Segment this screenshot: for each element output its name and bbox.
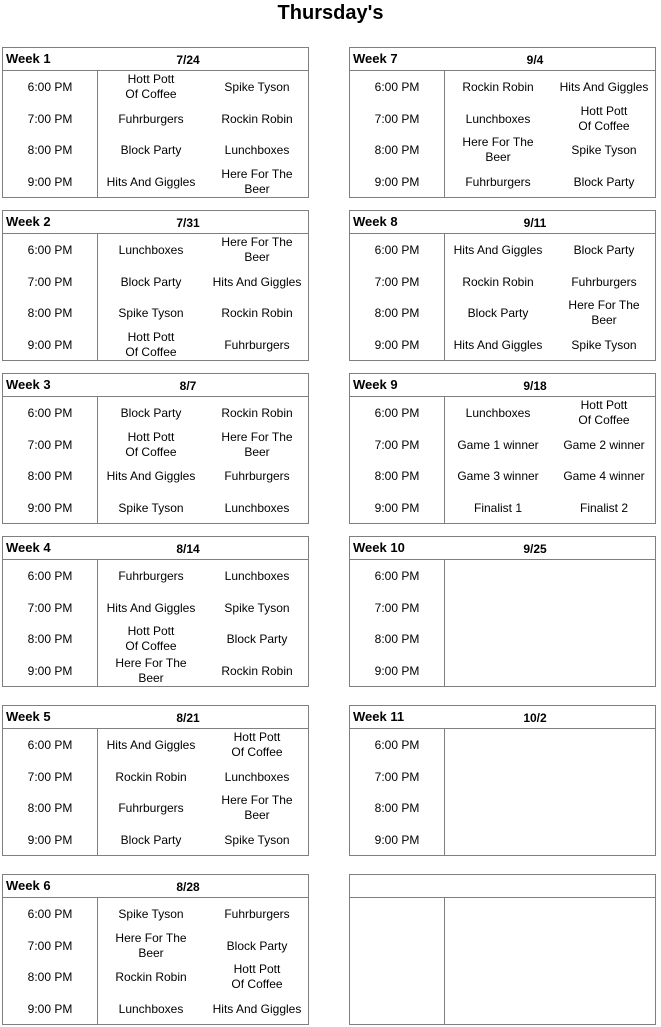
away-team: Lunchboxes: [224, 769, 290, 784]
home-team: Fuhrburgers: [465, 174, 531, 189]
game-row: [3, 460, 308, 492]
away-team: Fuhrburgers: [224, 906, 290, 921]
game-time: 9:00 PM: [374, 833, 420, 847]
away-team: Here For The Beer: [221, 167, 293, 196]
away-team: Block Party: [226, 631, 288, 646]
away-team: Hits And Giggles: [212, 1001, 302, 1016]
game-time: 6:00 PM: [374, 243, 420, 257]
away-team: Fuhrburgers: [224, 468, 290, 483]
away-team: Hits And Giggles: [212, 274, 302, 289]
home-team: Hits And Giggles: [106, 468, 196, 483]
away-team: [551, 655, 657, 687]
away-team: Hott Pott Of Coffee: [231, 962, 283, 991]
game-row: [350, 103, 655, 135]
away-team: Here For The Beer: [221, 235, 293, 264]
home-team: Hits And Giggles: [106, 174, 196, 189]
game-time: 8:00 PM: [374, 306, 420, 320]
game-time: 8:00 PM: [374, 632, 420, 646]
home-team: Rockin Robin: [462, 274, 534, 289]
home-team: Hott Pott Of Coffee: [125, 72, 177, 101]
home-team: Spike Tyson: [118, 305, 184, 320]
week-label: Week 8: [353, 214, 398, 229]
week-date: 9/4: [526, 53, 544, 67]
game-row: [3, 792, 308, 824]
game-time: 6:00 PM: [374, 569, 420, 583]
game-time: 7:00 PM: [374, 601, 420, 615]
week-date: 9/18: [523, 379, 547, 393]
week-header: [350, 374, 655, 397]
week-header: [350, 875, 655, 898]
game-row: [350, 266, 655, 298]
away-team: Block Party: [573, 242, 635, 257]
game-row: [3, 71, 308, 103]
week-date: 9/25: [523, 542, 547, 556]
home-team: Block Party: [120, 405, 182, 420]
home-team: Fuhrburgers: [118, 800, 184, 815]
away-team: [551, 930, 657, 962]
game-row: [3, 297, 308, 329]
game-time: 8:00 PM: [374, 801, 420, 815]
away-team: Rockin Robin: [221, 663, 293, 678]
week-label: Week 1: [6, 51, 51, 66]
home-team: [445, 761, 551, 793]
away-team: Rockin Robin: [221, 405, 293, 420]
game-time: 7:00 PM: [374, 438, 420, 452]
game-time: 7:00 PM: [27, 438, 73, 452]
week-label: Week 2: [6, 214, 51, 229]
week-label: Week 7: [353, 51, 398, 66]
week-label: Week 3: [6, 377, 51, 392]
week-header: [350, 706, 655, 729]
week-block: [349, 536, 656, 687]
game-row: [3, 329, 308, 361]
home-team: [445, 824, 551, 856]
away-team: Spike Tyson: [224, 600, 290, 615]
home-team: Here For The Beer: [462, 135, 534, 164]
game-time: 8:00 PM: [374, 143, 420, 157]
game-time: 8:00 PM: [27, 801, 73, 815]
game-row: [350, 824, 655, 856]
home-team: [445, 560, 551, 592]
away-team: Here For The Beer: [221, 793, 293, 822]
away-team: [551, 898, 657, 930]
week-block: [349, 210, 656, 361]
away-team: Game 2 winner: [563, 437, 645, 452]
away-team: Hott Pott Of Coffee: [578, 398, 630, 427]
home-team: Lunchboxes: [118, 1001, 184, 1016]
home-team: Game 1 winner: [457, 437, 539, 452]
game-time: 6:00 PM: [27, 406, 73, 420]
away-team: Rockin Robin: [221, 305, 293, 320]
week-label: Week 9: [353, 377, 398, 392]
week-label: Week 10: [353, 540, 405, 555]
week-block: [2, 210, 309, 361]
home-team: Hits And Giggles: [106, 600, 196, 615]
home-team: Rockin Robin: [115, 769, 187, 784]
game-row: [3, 266, 308, 298]
week-date: 7/24: [176, 53, 200, 67]
game-time: 7:00 PM: [374, 275, 420, 289]
game-row: [3, 898, 308, 930]
home-team: Hits And Giggles: [106, 737, 196, 752]
home-team: Hits And Giggles: [453, 337, 543, 352]
home-team: Fuhrburgers: [118, 568, 184, 583]
game-row: [350, 961, 655, 993]
game-time: 7:00 PM: [27, 275, 73, 289]
game-row: [3, 761, 308, 793]
week-date: 7/31: [176, 216, 200, 230]
game-row: [350, 729, 655, 761]
away-team: Block Party: [226, 938, 288, 953]
home-team: Block Party: [120, 832, 182, 847]
game-time: 6:00 PM: [27, 243, 73, 257]
away-team: [551, 560, 657, 592]
week-block: [2, 874, 309, 1025]
away-team: [551, 961, 657, 993]
away-team: [551, 592, 657, 624]
week-block: [2, 705, 309, 856]
week-date: 9/11: [523, 216, 547, 230]
game-time: 7:00 PM: [374, 770, 420, 784]
home-team: Lunchboxes: [465, 111, 531, 126]
home-team: Spike Tyson: [118, 500, 184, 515]
week-block: [349, 874, 656, 1025]
game-row: [350, 993, 655, 1025]
game-time: 6:00 PM: [27, 738, 73, 752]
home-team: Lunchboxes: [118, 242, 184, 257]
away-team: Spike Tyson: [571, 142, 637, 157]
away-team: Hott Pott Of Coffee: [578, 104, 630, 133]
game-time: [350, 898, 444, 930]
week-header: [350, 48, 655, 71]
week-date: 8/28: [176, 880, 200, 894]
home-team: Spike Tyson: [118, 906, 184, 921]
game-row: [350, 761, 655, 793]
game-row: [350, 560, 655, 592]
home-team: Hott Pott Of Coffee: [125, 430, 177, 459]
game-time: 9:00 PM: [27, 338, 73, 352]
away-team: Here For The Beer: [221, 430, 293, 459]
away-team: Spike Tyson: [224, 79, 290, 94]
home-team: [445, 930, 551, 962]
game-time: 7:00 PM: [374, 112, 420, 126]
away-team: [551, 729, 657, 761]
home-team: Block Party: [467, 305, 529, 320]
game-time: 8:00 PM: [27, 970, 73, 984]
week-header: [3, 875, 308, 898]
page-title: Thursday's: [277, 2, 384, 24]
game-time: 6:00 PM: [27, 569, 73, 583]
week-header: [3, 706, 308, 729]
game-row: [3, 166, 308, 198]
game-row: [350, 297, 655, 329]
week-label: Week 5: [6, 709, 51, 724]
away-team: Spike Tyson: [571, 337, 637, 352]
game-time: [350, 993, 444, 1025]
home-team: Hott Pott Of Coffee: [125, 330, 177, 359]
game-time: 7:00 PM: [27, 601, 73, 615]
home-team: Game 3 winner: [457, 468, 539, 483]
game-row: [350, 329, 655, 361]
home-team: Hits And Giggles: [453, 242, 543, 257]
week-block: [2, 536, 309, 687]
game-row: [350, 623, 655, 655]
game-row: [350, 792, 655, 824]
game-row: [3, 824, 308, 856]
game-row: [350, 166, 655, 198]
away-team: Lunchboxes: [224, 568, 290, 583]
away-team: Finalist 2: [579, 500, 629, 515]
game-row: [3, 397, 308, 429]
away-team: Game 4 winner: [563, 468, 645, 483]
home-team: [445, 898, 551, 930]
game-row: [3, 729, 308, 761]
game-time: 6:00 PM: [27, 907, 73, 921]
game-row: [3, 655, 308, 687]
game-row: [350, 234, 655, 266]
away-team: [551, 761, 657, 793]
away-team: Lunchboxes: [224, 500, 290, 515]
game-time: 9:00 PM: [27, 501, 73, 515]
week-header: [350, 211, 655, 234]
week-header: [350, 537, 655, 560]
home-team: Block Party: [120, 142, 182, 157]
home-team: [445, 792, 551, 824]
game-row: [3, 993, 308, 1025]
week-label: Week 6: [6, 878, 51, 893]
away-team: Lunchboxes: [224, 142, 290, 157]
game-row: [3, 930, 308, 962]
game-row: [3, 234, 308, 266]
game-time: 9:00 PM: [27, 175, 73, 189]
week-header: [3, 211, 308, 234]
week-block: [349, 47, 656, 198]
week-header: [3, 537, 308, 560]
week-block: [2, 373, 309, 524]
game-row: [350, 397, 655, 429]
game-time: 6:00 PM: [374, 738, 420, 752]
week-date: 8/21: [176, 711, 200, 725]
game-time: 6:00 PM: [27, 80, 73, 94]
week-date: 8/7: [179, 379, 197, 393]
home-team: Here For The Beer: [115, 931, 187, 960]
game-row: [350, 429, 655, 461]
game-time: 9:00 PM: [374, 501, 420, 515]
game-time: 8:00 PM: [27, 143, 73, 157]
game-row: [3, 103, 308, 135]
away-team: [551, 824, 657, 856]
home-team: Fuhrburgers: [118, 111, 184, 126]
away-team: Here For The Beer: [568, 298, 640, 327]
away-team: [551, 792, 657, 824]
game-time: 7:00 PM: [27, 939, 73, 953]
away-team: Fuhrburgers: [224, 337, 290, 352]
game-time: 8:00 PM: [374, 469, 420, 483]
home-team: Rockin Robin: [115, 969, 187, 984]
game-row: [350, 655, 655, 687]
game-row: [350, 930, 655, 962]
week-block: [349, 373, 656, 524]
week-block: [349, 705, 656, 856]
game-row: [3, 592, 308, 624]
game-time: 9:00 PM: [27, 664, 73, 678]
week-date: 10/2: [523, 711, 547, 725]
home-team: [445, 655, 551, 687]
game-time: 7:00 PM: [27, 112, 73, 126]
away-team: Hits And Giggles: [559, 79, 649, 94]
game-row: [3, 623, 308, 655]
week-label: Week 11: [353, 709, 405, 724]
game-time: 9:00 PM: [27, 833, 73, 847]
game-time: [350, 961, 444, 993]
home-team: Hott Pott Of Coffee: [125, 624, 177, 653]
game-time: 8:00 PM: [27, 632, 73, 646]
home-team: Here For The Beer: [115, 656, 187, 685]
away-team: [551, 993, 657, 1025]
away-team: Fuhrburgers: [571, 274, 637, 289]
game-row: [350, 898, 655, 930]
game-row: [350, 134, 655, 166]
home-team: Rockin Robin: [462, 79, 534, 94]
game-time: [350, 930, 444, 962]
week-label: Week 4: [6, 540, 51, 555]
game-row: [350, 460, 655, 492]
home-team: Lunchboxes: [465, 405, 531, 420]
game-row: [350, 592, 655, 624]
home-team: [445, 623, 551, 655]
away-team: [551, 623, 657, 655]
away-team: Hott Pott Of Coffee: [231, 730, 283, 759]
game-time: 7:00 PM: [27, 770, 73, 784]
game-time: 6:00 PM: [374, 80, 420, 94]
game-time: 6:00 PM: [374, 406, 420, 420]
game-row: [3, 492, 308, 524]
game-time: 9:00 PM: [27, 1002, 73, 1016]
game-time: 8:00 PM: [27, 306, 73, 320]
away-team: Spike Tyson: [224, 832, 290, 847]
game-row: [3, 134, 308, 166]
game-time: 9:00 PM: [374, 664, 420, 678]
home-team: [445, 592, 551, 624]
home-team: [445, 729, 551, 761]
week-header: [3, 374, 308, 397]
away-team: Block Party: [573, 174, 635, 189]
week-block: [2, 47, 309, 198]
game-time: 8:00 PM: [27, 469, 73, 483]
week-date: 8/14: [176, 542, 200, 556]
game-time: 9:00 PM: [374, 175, 420, 189]
home-team: [445, 993, 551, 1025]
game-row: [3, 961, 308, 993]
game-row: [350, 71, 655, 103]
home-team: Finalist 1: [473, 500, 523, 515]
game-time: 9:00 PM: [374, 338, 420, 352]
home-team: [445, 961, 551, 993]
game-row: [3, 560, 308, 592]
game-row: [350, 492, 655, 524]
week-header: [3, 48, 308, 71]
game-row: [3, 429, 308, 461]
away-team: Rockin Robin: [221, 111, 293, 126]
home-team: Block Party: [120, 274, 182, 289]
